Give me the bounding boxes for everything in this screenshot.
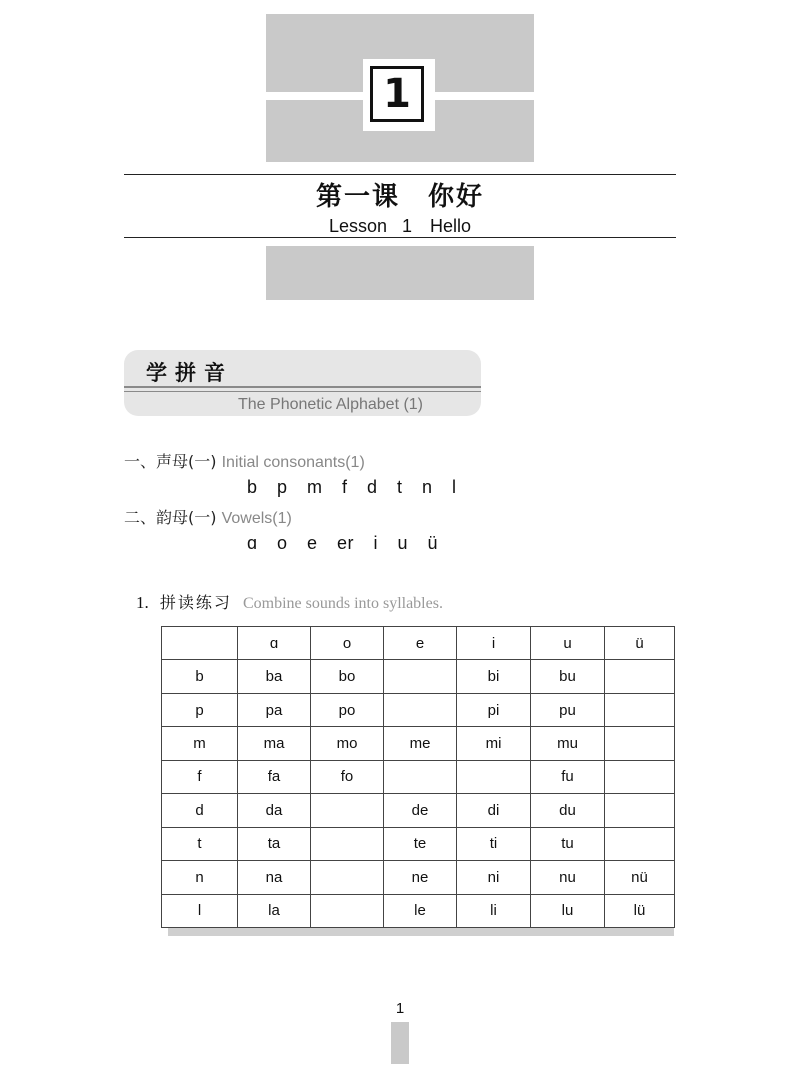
- column-header: e: [384, 627, 457, 660]
- syllable-cell: ti: [457, 827, 531, 860]
- syllable-cell: [605, 794, 675, 827]
- syllable-cell: pi: [457, 693, 531, 726]
- syllable-cell: lü: [605, 894, 675, 928]
- column-header: [162, 627, 238, 660]
- syllable-cell: me: [384, 727, 457, 760]
- syllable-cell: fa: [238, 760, 311, 793]
- syllable-cell: li: [457, 894, 531, 928]
- exercise-title-zh: 拼读练习: [159, 593, 232, 612]
- column-header: u: [531, 627, 605, 660]
- section-title-zh: 学拼音: [146, 361, 233, 385]
- syllable-cell: nü: [605, 861, 675, 894]
- title-top-rule: [124, 174, 676, 175]
- row-initial: b: [162, 660, 238, 693]
- header-gray-bar: [266, 246, 534, 300]
- syllable-cell: [605, 693, 675, 726]
- syllable-cell: ba: [238, 660, 311, 693]
- initials-letters: b p m f d t n l: [247, 477, 457, 497]
- syllable-cell: [605, 827, 675, 860]
- lesson-title-zh: 第一课 你好: [315, 182, 484, 212]
- syllable-cell: ni: [457, 861, 531, 894]
- table-row: [162, 894, 675, 928]
- table-row: [162, 660, 675, 693]
- syllable-cell: [311, 894, 384, 928]
- syllable-cell: [384, 693, 457, 726]
- vowels-label-zh: 二、韵母(一): [124, 508, 217, 527]
- vowels-label-en: Vowels(1): [221, 510, 292, 527]
- syllable-cell: ne: [384, 861, 457, 894]
- syllable-cell: [457, 760, 531, 793]
- syllable-cell: [605, 660, 675, 693]
- table-row: [162, 794, 675, 827]
- syllable-cell: bo: [311, 660, 384, 693]
- vowels-letters: ɑ o e er i u ü: [247, 533, 439, 553]
- lesson-number: 1: [370, 66, 424, 122]
- syllable-cell: mu: [531, 727, 605, 760]
- column-header: o: [311, 627, 384, 660]
- syllable-cell: [605, 727, 675, 760]
- syllable-cell: nu: [531, 861, 605, 894]
- initials-label-en: Initial consonants(1): [221, 454, 365, 471]
- syllable-cell: [384, 660, 457, 693]
- syllable-cell: po: [311, 693, 384, 726]
- syllable-cell: [311, 861, 384, 894]
- syllable-cell: pu: [531, 693, 605, 726]
- syllable-cell: ma: [238, 727, 311, 760]
- syllable-cell: bi: [457, 660, 531, 693]
- exercise-title-en: Combine sounds into syllables.: [242, 595, 443, 612]
- syllable-cell: na: [238, 861, 311, 894]
- syllable-cell: [605, 760, 675, 793]
- syllable-cell: lu: [531, 894, 605, 928]
- row-initial: l: [162, 894, 238, 928]
- row-initial: t: [162, 827, 238, 860]
- syllable-cell: [311, 794, 384, 827]
- syllable-cell: bu: [531, 660, 605, 693]
- column-header: ɑ: [238, 627, 311, 660]
- initials-label-zh: 一、声母(一): [124, 452, 217, 471]
- banner-rule-thin: [124, 391, 481, 392]
- column-header: ü: [605, 627, 675, 660]
- syllable-cell: ta: [238, 827, 311, 860]
- row-initial: m: [162, 727, 238, 760]
- row-initial: n: [162, 861, 238, 894]
- row-initial: d: [162, 794, 238, 827]
- section-subtitle-en: The Phonetic Alphabet (1): [238, 396, 424, 413]
- syllable-cell: [311, 827, 384, 860]
- syllable-cell: te: [384, 827, 457, 860]
- table-row: [162, 760, 675, 793]
- page-number: 1: [395, 1000, 405, 1017]
- vowels-heading: [124, 505, 292, 528]
- page-tab: [391, 1022, 409, 1064]
- banner-rule: [124, 386, 481, 388]
- title-bottom-rule: [124, 237, 676, 238]
- syllable-cell: mo: [311, 727, 384, 760]
- column-header: i: [457, 627, 531, 660]
- row-initial: p: [162, 693, 238, 726]
- exercise-heading: [136, 590, 443, 613]
- lesson-title-en: Lesson 1 Hello: [328, 216, 472, 236]
- syllable-cell: mi: [457, 727, 531, 760]
- syllable-cell: la: [238, 894, 311, 928]
- syllable-cell: fu: [531, 760, 605, 793]
- table-row: [162, 827, 675, 860]
- row-initial: f: [162, 760, 238, 793]
- table-row: [162, 727, 675, 760]
- syllable-table: [161, 626, 675, 928]
- table-header-row: [162, 627, 675, 660]
- syllable-cell: pa: [238, 693, 311, 726]
- syllable-cell: du: [531, 794, 605, 827]
- syllable-cell: de: [384, 794, 457, 827]
- table-row: [162, 861, 675, 894]
- syllable-cell: [384, 760, 457, 793]
- syllable-cell: fo: [311, 760, 384, 793]
- table-row: [162, 693, 675, 726]
- syllable-cell: di: [457, 794, 531, 827]
- syllable-cell: le: [384, 894, 457, 928]
- initials-heading: [124, 449, 365, 472]
- syllable-cell: da: [238, 794, 311, 827]
- syllable-cell: tu: [531, 827, 605, 860]
- exercise-number: 1.: [136, 593, 149, 612]
